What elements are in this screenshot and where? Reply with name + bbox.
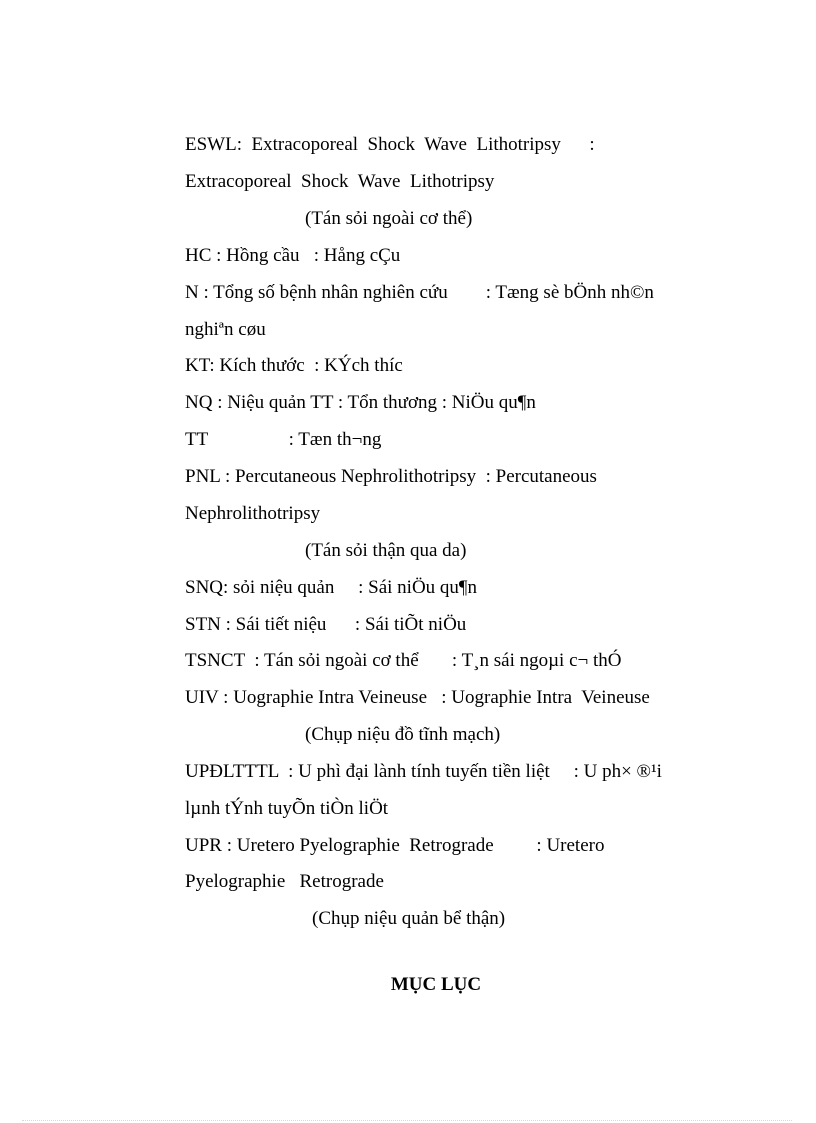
abbrev-eswl-translation: (Tán sỏi ngoài cơ thể) <box>305 208 473 229</box>
page-bottom-divider <box>22 1120 792 1121</box>
abbrev-n-line2: nghiªn cøu <box>185 319 266 340</box>
abbrev-uiv: UIV : Uographie Intra Veineuse : Uographie Intra Veineuse <box>185 687 650 708</box>
abbrev-kt: KT: Kích thước : KÝch thíc <box>185 355 403 376</box>
abbrev-stn: STN : Sái tiết niệu : Sái tiÕt niÖu <box>185 614 467 635</box>
abbrev-pnl-translation: (Tán sỏi thận qua da) <box>305 540 467 561</box>
abbrev-upr-line2: Pyelographie Retrograde <box>185 871 384 892</box>
abbrev-updlttl-line2: lµnh tÝnh tuyÕn tiÒn liÖt <box>185 798 389 819</box>
abbrev-n-line1: N : Tổng số bệnh nhân nghiên cứu : Tæng sè bÖnh nh©n <box>185 282 654 303</box>
abbrev-upr-translation: (Chụp niệu quản bể thận) <box>312 908 506 929</box>
abbrev-hc: HC : Hồng cầu : Hång cÇu <box>185 245 401 266</box>
abbrev-nq: NQ : Niệu quản TT : Tổn thương : NiÖu qu¶n <box>185 392 536 413</box>
abbrev-pnl-line1: PNL : Percutaneous Nephrolithotripsy : Percutaneous <box>185 466 597 487</box>
abbrev-eswl-line2: Extracoporeal Shock Wave Lithotripsy <box>185 171 495 192</box>
abbrev-uiv-translation: (Chụp niệu đồ tĩnh mạch) <box>305 724 501 745</box>
table-of-contents-heading: MỤC LỤC <box>390 974 482 995</box>
abbrev-eswl-line1: ESWL: Extracoporeal Shock Wave Lithotripsy : <box>185 134 595 155</box>
abbrev-updlttl-line1: UPĐLTTTL : U phì đại lành tính tuyến tiền liệt : U ph× ®¹i <box>185 761 662 782</box>
abbrev-tt: TT : Tæn th¬ng <box>185 429 382 450</box>
abbrev-pnl-line2: Nephrolithotripsy <box>185 503 321 524</box>
abbrev-snq: SNQ: sỏi niệu quản : Sái niÖu qu¶n <box>185 577 478 598</box>
abbrev-upr-line1: UPR : Uretero Pyelographie Retrograde : Uretero <box>185 835 605 856</box>
abbrev-tsnct: TSNCT : Tán sỏi ngoài cơ thể : T¸n sái ngoµi c¬ thÓ <box>185 650 622 671</box>
